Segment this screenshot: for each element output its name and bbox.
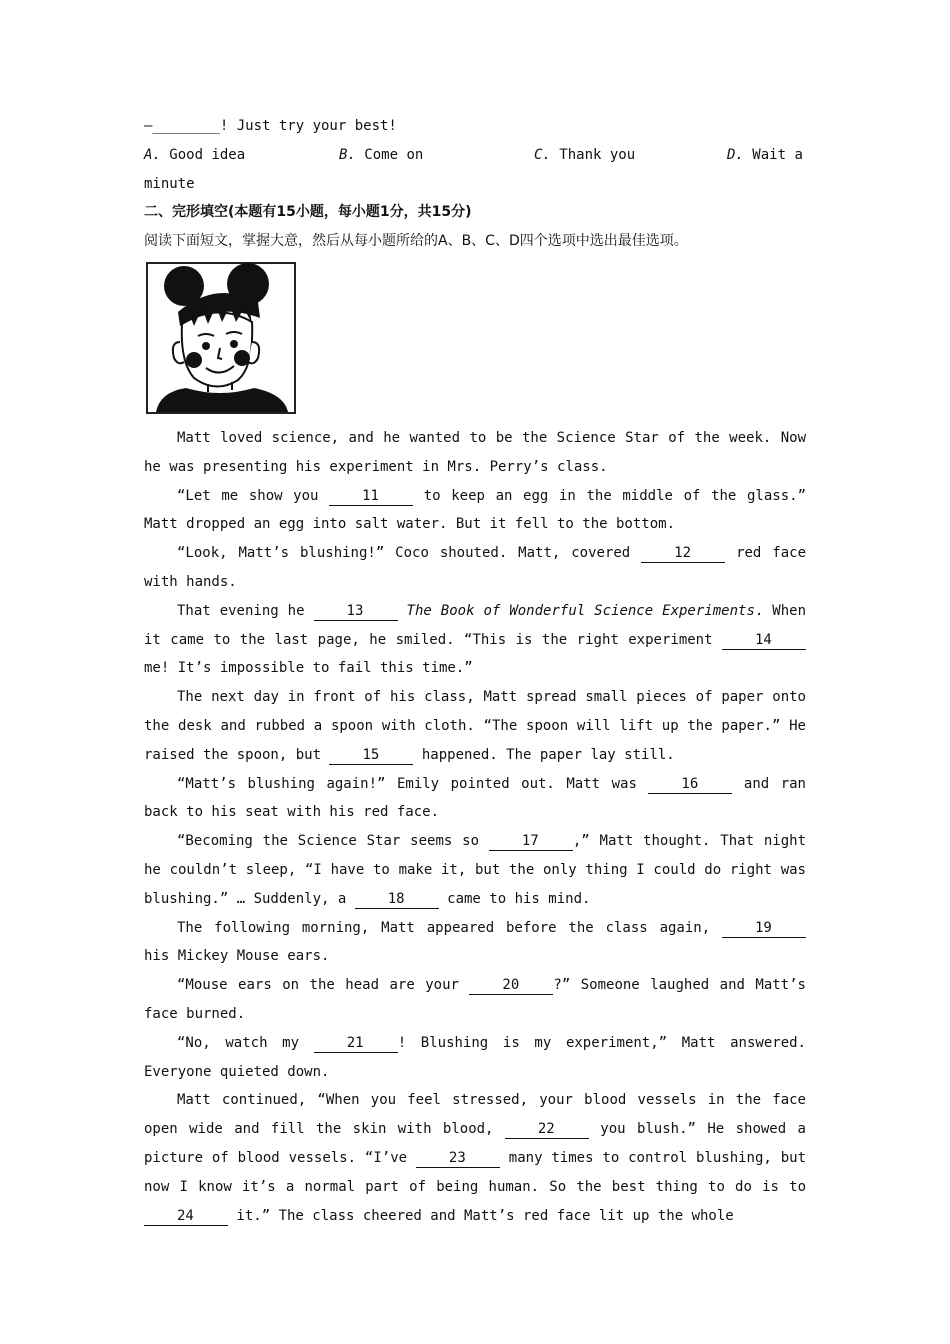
paragraph-11: Matt continued, “When you feel stressed, your blood vessels in the face open wide and fill the skin with blood, 22 you blush.” He showed a picture of blood vessels. “I’ve 23 many times to control blushing, but now I know it’s a normal part of being human. So the best thing to do is to 24 it.” The class cheered and Matt’s red face lit up the whole [144, 1092, 806, 1224]
section-heading: 二、完形填空(本题有15小题，每小题1分，共15分) [144, 204, 472, 221]
blank-16[interactable]: 16 [648, 775, 732, 794]
blank-21[interactable]: 21 [314, 1034, 398, 1053]
paragraph-7: “Becoming the Science Star seems so 17 ,” Matt thought. That night he couldn’t sleep, “I have to make it, but the only thing I could do right was blushing.” … Suddenly, a 18 came to his mind. [144, 833, 806, 907]
paragraph-5: The next day in front of his class, Matt spread small pieces of paper onto the desk and rubbed a spoon with cloth. “The spoon will lift up the paper.” He raised the spoon, but 15 happened. The paper lay still. [144, 689, 806, 763]
mickey-ears-boy-illustration [146, 262, 296, 414]
blank-13[interactable]: 13 [314, 602, 398, 621]
blank-19[interactable]: 19 [722, 919, 806, 938]
option-c[interactable]: C. Thank you [534, 146, 636, 163]
blank-11[interactable]: 11 [329, 487, 413, 506]
blank-24[interactable]: 24 [144, 1207, 228, 1226]
blank-23[interactable]: 23 [416, 1149, 500, 1168]
answer-options [144, 141, 806, 170]
section-instruction: 阅读下面短文，掌握大意，然后从每小题所给的A、B、C、D四个选项中选出最佳选项。 [144, 233, 688, 250]
blank-14[interactable]: 14 [722, 631, 806, 650]
option-b[interactable]: B. Come on [339, 146, 424, 163]
blank-20[interactable]: 20 [469, 976, 553, 995]
paragraph-2: “Let me show you 11 to keep an egg in the middle of the glass.” Matt dropped an egg into salt water. But it fell to the bottom. [144, 487, 806, 533]
paragraph-1: Matt loved science, and he wanted to be the Science Star of the week. Now he was presenting his experiment in Mrs. Perry’s class. [144, 429, 806, 475]
blank-17[interactable]: 17 [489, 832, 573, 851]
paragraph-8: The following morning, Matt appeared before the class again, 19 his Mickey Mouse ears. [144, 914, 806, 972]
option-d[interactable]: D. Wait a [727, 146, 803, 163]
paragraph-10: “No, watch my 21 ! Blushing is my experiment,” Matt answered. Everyone quieted down. [144, 1034, 806, 1080]
question-stem: —________! Just try your best! [144, 118, 397, 134]
option-a[interactable]: A. Good idea [144, 146, 246, 163]
blank-12[interactable]: 12 [641, 544, 725, 563]
paragraph-3: “Look, Matt’s blushing!” Coco shouted. Matt, covered 12 red face with hands. [144, 545, 806, 590]
blank-22[interactable]: 22 [505, 1120, 589, 1139]
option-d-wrap: minute [144, 175, 195, 192]
blank-18[interactable]: 18 [355, 890, 439, 909]
blank-15[interactable]: 15 [329, 746, 413, 765]
paragraph-4: That evening he 13 The Book of Wonderful Science Experiments. When it came to the last page, he smiled. “This is the right experiment 14 me! It’s impossible to fail this time.” [144, 602, 807, 677]
paragraph-6: “Matt’s blushing again!” Emily pointed out. Matt was 16 and ran back to his seat with his red face. [144, 775, 806, 821]
paragraph-9: “Mouse ears on the head are your 20 ?” Someone laughed and Matt’s face burned. [144, 977, 806, 1022]
worksheet-page [144, 112, 806, 1230]
book-title: The Book of Wonderful Science Experiments [406, 602, 755, 619]
